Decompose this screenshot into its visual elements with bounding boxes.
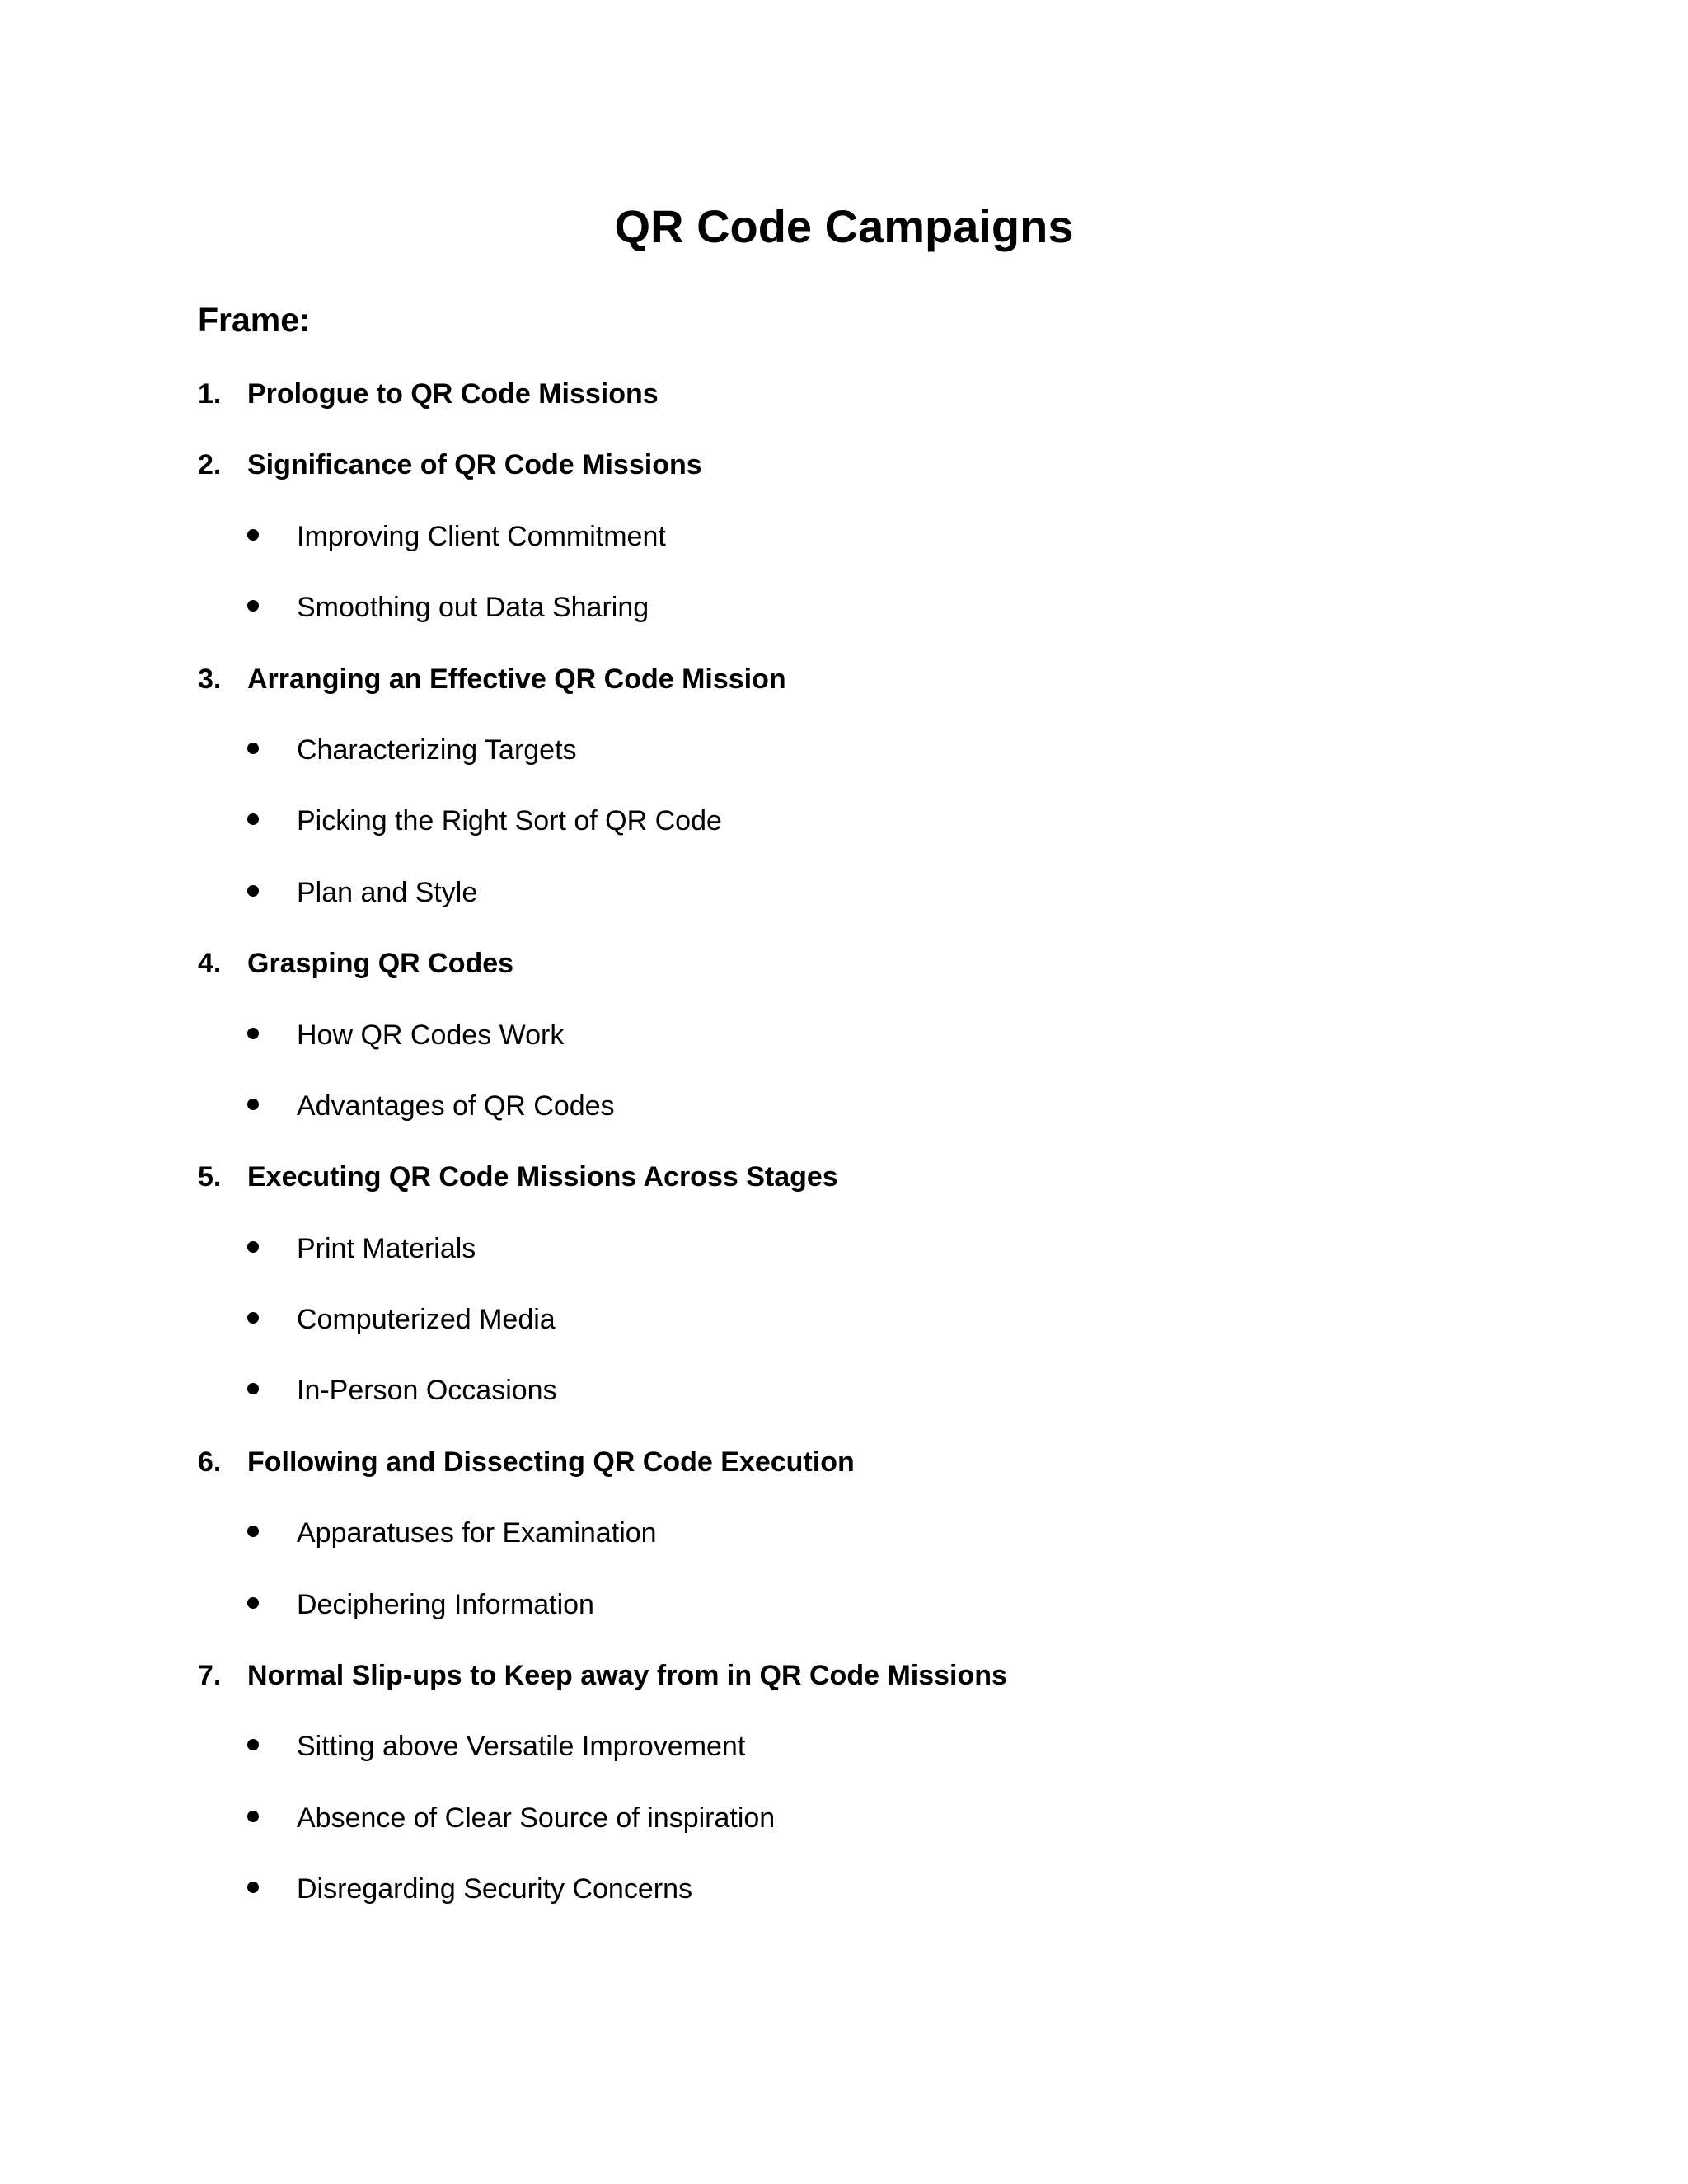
item-text: Advantages of QR Codes <box>297 1090 615 1122</box>
outline-item-numbered <box>0 375 1688 446</box>
outline-item-bullet <box>0 1016 1688 1087</box>
item-text: Normal Slip-ups to Keep away from in QR Code Missions <box>247 1660 1007 1692</box>
outline-item-bullet <box>0 1514 1688 1585</box>
item-text: Grasping QR Codes <box>247 948 514 980</box>
item-text: Arranging an Effective QR Code Mission <box>247 663 786 695</box>
item-number: 2. <box>198 449 222 481</box>
section-heading: Frame: <box>198 301 311 339</box>
item-text: Smoothing out Data Sharing <box>297 592 649 624</box>
item-text: Deciphering Information <box>297 1588 594 1620</box>
outline-item-bullet <box>0 731 1688 802</box>
bullet-icon <box>247 1383 259 1394</box>
item-text: How QR Codes Work <box>297 1019 565 1051</box>
item-text: Absence of Clear Source of inspiration <box>297 1802 776 1834</box>
outline-item-bullet <box>0 1371 1688 1442</box>
outline-item-bullet <box>0 1799 1688 1870</box>
item-text: Prologue to QR Code Missions <box>247 378 659 410</box>
outline-item-bullet <box>0 1301 1688 1371</box>
item-text: Picking the Right Sort of QR Code <box>297 805 722 837</box>
bullet-icon <box>247 1028 259 1039</box>
item-text: Executing QR Code Missions Across Stages <box>247 1161 838 1193</box>
outline-item-bullet <box>0 1087 1688 1158</box>
bullet-icon <box>247 1241 259 1253</box>
outline-item-bullet <box>0 874 1688 944</box>
item-text: Characterizing Targets <box>297 733 577 766</box>
bullet-icon <box>247 1312 259 1324</box>
item-text: Sitting above Versatile Improvement <box>297 1731 746 1763</box>
bullet-icon <box>247 885 259 897</box>
item-text: Disregarding Security Concerns <box>297 1873 692 1905</box>
item-text: Computerized Media <box>297 1304 556 1336</box>
item-text: Improving Client Commitment <box>297 520 666 552</box>
outline-list <box>0 375 1688 1942</box>
bullet-icon <box>247 1739 259 1750</box>
item-text: Print Materials <box>297 1232 476 1264</box>
outline-item-numbered <box>0 1158 1688 1229</box>
outline-item-bullet <box>0 588 1688 659</box>
outline-item-numbered <box>0 944 1688 1015</box>
bullet-icon <box>247 813 259 825</box>
item-text: Significance of QR Code Missions <box>247 449 702 481</box>
bullet-icon <box>247 1597 259 1609</box>
item-text: Plan and Style <box>297 876 478 908</box>
item-number: 1. <box>198 378 222 410</box>
outline-item-bullet <box>0 1586 1688 1657</box>
outline-item-numbered <box>0 660 1688 731</box>
item-text: In-Person Occasions <box>297 1375 557 1407</box>
item-text: Apparatuses for Examination <box>297 1517 657 1549</box>
bullet-icon <box>247 1526 259 1537</box>
outline-item-numbered <box>0 1443 1688 1514</box>
outline-item-bullet <box>0 1230 1688 1301</box>
item-number: 7. <box>198 1660 222 1692</box>
outline-item-bullet <box>0 1870 1688 1941</box>
outline-item-bullet <box>0 802 1688 873</box>
bullet-icon <box>247 600 259 612</box>
bullet-icon <box>247 1882 259 1893</box>
outline-item-numbered <box>0 446 1688 517</box>
item-number: 4. <box>198 948 222 980</box>
item-text: Following and Dissecting QR Code Execution <box>247 1446 855 1478</box>
outline-item-numbered <box>0 1657 1688 1727</box>
item-number: 5. <box>198 1161 222 1193</box>
page-title: QR Code Campaigns <box>614 200 1074 252</box>
item-number: 6. <box>198 1446 222 1478</box>
bullet-icon <box>247 1811 259 1822</box>
bullet-icon <box>247 1099 259 1110</box>
bullet-icon <box>247 743 259 754</box>
outline-item-bullet <box>0 518 1688 588</box>
item-number: 3. <box>198 663 222 695</box>
outline-item-bullet <box>0 1727 1688 1798</box>
bullet-icon <box>247 529 259 541</box>
